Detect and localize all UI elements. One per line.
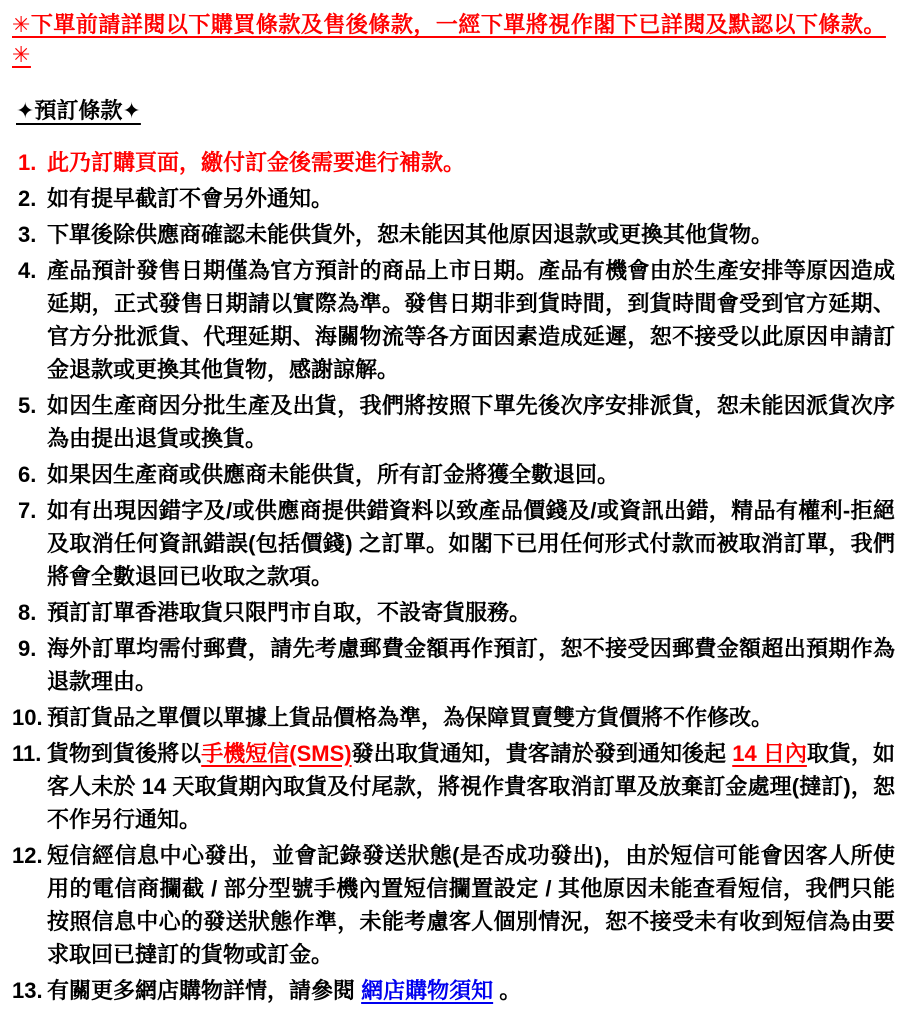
term-text-segment: 短信經信息中心發出，並會記錄發送狀態(是否成功發出)，由於短信可能會因客人所使用的電信商攔截 / 部分型號手機內置短信攔置設定 / 其他原因未能查看短信，我們只能按照信息中心的發送狀態作準，未能考慮客人個別情況，恕不接受未有收到短信為由要求取回已撻訂的貨物或訂金。 — [47, 843, 895, 967]
term-item — [12, 974, 895, 1007]
term-text-segment: 取貨，如客人未於 14 天取貨期內取貨及付尾款，將視作貴客取消訂單及放棄訂金處理(撻訂)，恕不作另行通知。 — [47, 741, 895, 832]
term-item — [12, 701, 895, 734]
warning-header: ✳下單前請詳閱以下購買條款及售後條款，一經下單將視作閣下已詳閱及默認以下條款。✳ — [12, 12, 886, 67]
term-text — [47, 393, 895, 451]
term-text — [47, 186, 333, 211]
term-number: 1. — [18, 150, 37, 175]
term-item — [12, 389, 895, 455]
term-number: 11. — [12, 741, 42, 766]
term-item — [12, 458, 895, 491]
term-number: 4. — [18, 258, 37, 283]
highlighted-text: 手機短信(SMS) — [201, 741, 352, 766]
term-text-segment: 下單後除供應商確認未能供貨外，恕未能因其他原因退款或更換其他貨物。 — [47, 222, 774, 247]
terms-list — [12, 146, 895, 1007]
store-shopping-notice-link[interactable]: 網店購物須知 — [361, 978, 494, 1003]
term-number: 6. — [18, 462, 37, 487]
term-text-segment: 貨物到貨後將以 — [47, 741, 202, 766]
term-item — [12, 737, 895, 836]
term-text-segment: 產品預計發售日期僅為官方預計的商品上市日期。產品有機會由於生產安排等原因造成延期，正式發售日期請以實際為準。發售日期非到貨時間，到貨時間會受到官方延期、官方分批派貨、代理延期、海關物流等各方面因素造成延遲，恕不接受以此原因申請訂金退款或更換其他貨物，感謝諒解。 — [47, 258, 895, 382]
term-text-segment: 預訂訂單香港取貨只限門市自取，不設寄貨服務。 — [47, 600, 532, 625]
term-number: 2. — [18, 186, 37, 211]
term-text-segment: 此乃訂購頁面，繳付訂金後需要進行補款。 — [47, 150, 466, 175]
term-item — [12, 254, 895, 386]
term-number: 13. — [12, 978, 43, 1003]
term-item — [12, 632, 895, 698]
term-item — [12, 839, 895, 971]
term-text-segment: 海外訂單均需付郵費，請先考慮郵費金額再作預訂，恕不接受因郵費金額超出預期作為退款理由。 — [47, 636, 895, 694]
term-text-segment: 如果因生產商或供應商未能供貨，所有訂金將獲全數退回。 — [47, 462, 620, 487]
term-item — [12, 182, 895, 215]
section-title: ✦預訂條款✦ — [16, 98, 141, 123]
term-item — [12, 494, 895, 593]
term-text — [47, 843, 895, 967]
term-number: 9. — [18, 636, 37, 661]
term-number: 10. — [12, 705, 43, 730]
term-text — [47, 741, 895, 832]
term-text — [47, 462, 619, 487]
term-text-segment: 發出取貨通知，貴客請於發到通知後起 — [351, 741, 733, 766]
term-item — [12, 596, 895, 629]
term-text-segment: 如有出現因錯字及/或供應商提供錯資料以致產品價錢及/或資訊出錯，精品有權利-拒絕及取消任何資訊錯誤(包括價錢) 之訂單。如閣下已用任何形式付款而被取消訂單，我們將會全數退回已收取之款項。 — [47, 498, 895, 589]
term-number: 8. — [18, 600, 37, 625]
term-text — [47, 705, 773, 730]
term-text — [47, 222, 773, 247]
term-text-segment: 。 — [493, 978, 522, 1003]
term-text-segment: 有關更多網店購物詳情，請參閱 — [47, 978, 362, 1003]
term-text — [47, 150, 465, 175]
term-item — [12, 218, 895, 251]
term-number: 7. — [18, 498, 37, 523]
term-number: 12. — [12, 843, 43, 868]
term-text — [47, 498, 895, 589]
term-text — [47, 258, 895, 382]
highlighted-text: 14 日內 — [732, 741, 807, 766]
term-text-segment: 如有提早截訂不會另外通知。 — [47, 186, 334, 211]
term-text-segment: 預訂貨品之單價以單據上貨品價格為準，為保障買賣雙方貨價將不作修改。 — [47, 705, 774, 730]
term-text — [47, 978, 521, 1003]
term-number: 5. — [18, 393, 37, 418]
term-text — [47, 600, 531, 625]
term-text — [47, 636, 895, 694]
term-text-segment: 如因生產商因分批生產及出貨，我們將按照下單先後次序安排派貨，恕未能因派貨次序為由提出退貨或換貨。 — [47, 393, 895, 451]
term-number: 3. — [18, 222, 37, 247]
term-item — [12, 146, 895, 179]
